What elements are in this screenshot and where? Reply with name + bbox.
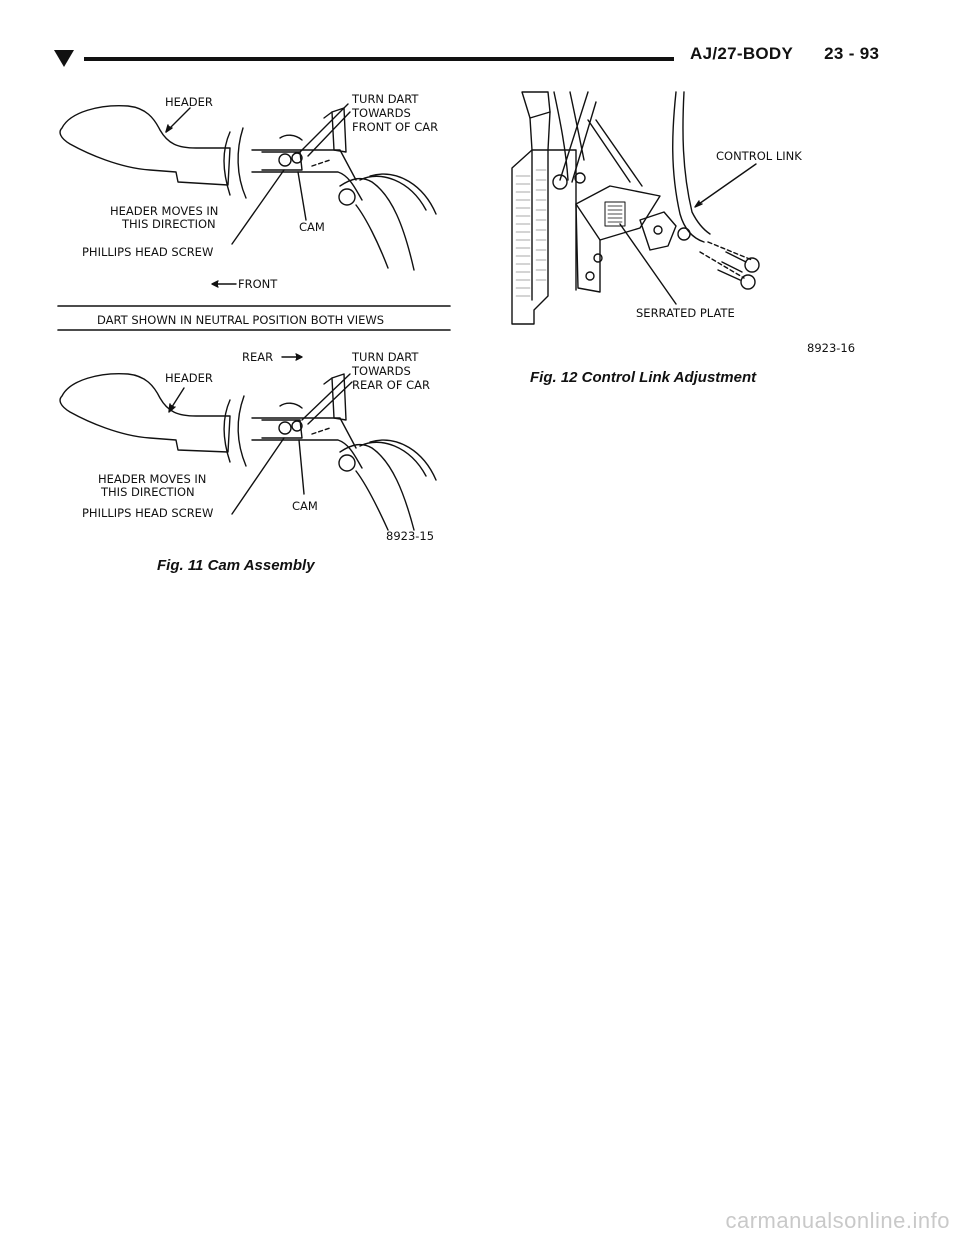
fig11-top-front-label: FRONT <box>238 277 278 291</box>
fig11-figure-id: 8923-15 <box>386 529 435 543</box>
fig11-bottom-header-label: HEADER <box>165 371 213 385</box>
fig11-top-moves-2: THIS DIRECTION <box>122 217 216 231</box>
fig11-top-moves-1: HEADER MOVES IN <box>110 204 219 218</box>
fig12-serrated-plate-label: SERRATED PLATE <box>636 306 735 320</box>
fig11-bottom-turn-dart-1: TURN DART <box>352 350 419 364</box>
fig12-control-link-label: CONTROL LINK <box>716 149 802 163</box>
fig12-caption: Fig. 12 Control Link Adjustment <box>530 369 757 386</box>
fig11-bottom-screw-label: PHILLIPS HEAD SCREW <box>82 506 214 520</box>
fig11-top-turn-dart-1: TURN DART <box>352 92 419 106</box>
section-title: AJ/27-BODY <box>690 44 794 63</box>
fig11-divider-note: DART SHOWN IN NEUTRAL POSITION BOTH VIEWS <box>97 313 385 327</box>
watermark: carmanualsonline.info <box>725 1208 950 1233</box>
fig11-bottom-turn-dart-3: REAR OF CAR <box>352 378 430 392</box>
fig11-bottom-moves-2: THIS DIRECTION <box>101 485 195 499</box>
fig11-top-header-label: HEADER <box>165 95 213 109</box>
fig11-bottom-moves-1: HEADER MOVES IN <box>98 472 207 486</box>
fig11-bottom-rear-label: REAR <box>242 350 274 364</box>
fig11-top-turn-dart-2: TOWARDS <box>352 106 411 120</box>
fig11-bottom-turn-dart-2: TOWARDS <box>352 364 411 378</box>
fig11-top-cam-label: CAM <box>299 220 325 234</box>
fig12-figure-id: 8923-16 <box>807 341 856 355</box>
fig12-channel-illustration <box>512 92 759 324</box>
fig12-diagram <box>0 0 960 380</box>
page-number: 23 - 93 <box>824 44 880 63</box>
fig11-top-turn-dart-3: FRONT OF CAR <box>352 120 439 134</box>
fig11-caption: Fig. 11 Cam Assembly <box>157 557 315 574</box>
fig11-bottom-cam-label: CAM <box>292 499 318 513</box>
fig11-top-screw-label: PHILLIPS HEAD SCREW <box>82 245 214 259</box>
